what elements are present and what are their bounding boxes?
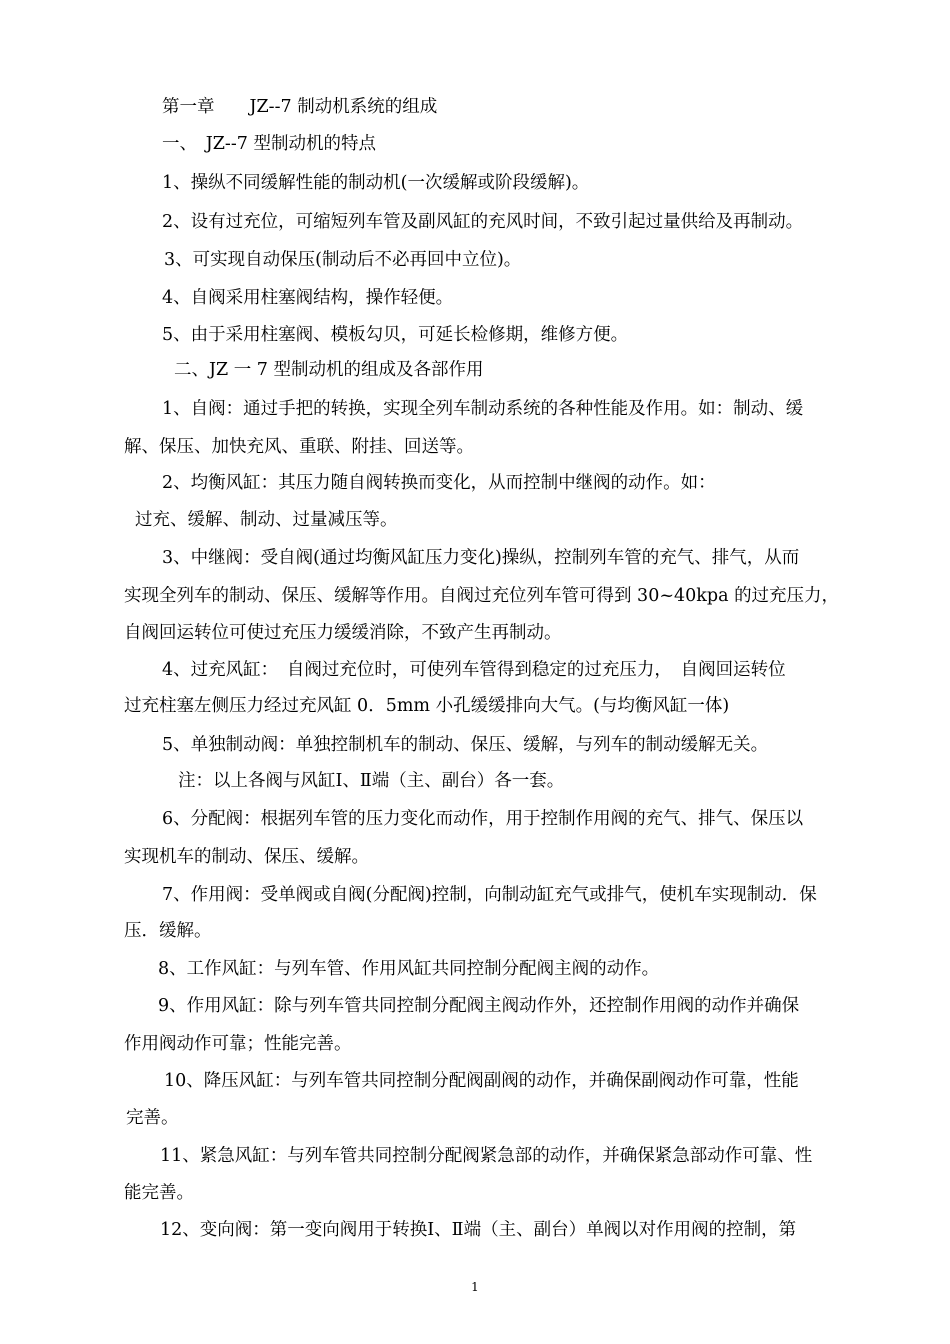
component-4-line-2: 过充柱塞左侧压力经过充风缸 0．5mm 小孔缓缓排向大气。(与均衡风缸一体) xyxy=(124,696,730,716)
component-5: 5、单独制动阀：单独控制机车的制动、保压、缓解，与列车的制动缓解无关。 xyxy=(162,735,769,755)
component-11-line-2: 能完善。 xyxy=(124,1183,194,1203)
component-9-line-2: 作用阀动作可靠；性能完善。 xyxy=(124,1034,352,1054)
component-2-line-1: 2、均衡风缸：其压力随自阀转换而变化，从而控制中继阀的动作。如： xyxy=(162,473,716,493)
feature-4: 4、自阀采用柱塞阀结构，操作轻便。 xyxy=(162,288,454,308)
component-4-line-1: 4、过充风缸： 自阀过充位时，可使列车管得到稳定的过充压力， 自阀回运转位 xyxy=(162,660,786,680)
component-6-line-1: 6、分配阀：根据列车管的压力变化而动作，用于控制作用阀的充气、排气、保压以 xyxy=(162,809,804,829)
component-9-line-1: 9、作用风缸：除与列车管共同控制分配阀主阀动作外，还控制作用阀的动作并确保 xyxy=(158,996,800,1016)
component-12-line-1: 12、变向阀：第一变向阀用于转换Ⅰ、Ⅱ端（主、副台）单阀以对作用阀的控制，第 xyxy=(160,1220,797,1240)
component-10-line-1: 10、降压风缸：与列车管共同控制分配阀副阀的动作，并确保副阀动作可靠，性能 xyxy=(164,1071,799,1091)
component-7-line-2: 压．缓解。 xyxy=(124,921,212,941)
note: 注：以上各阀与风缸Ⅰ、Ⅱ端（主、副台）各一套。 xyxy=(178,771,565,791)
component-1-line-2: 解、保压、加快充风、重联、附挂、回送等。 xyxy=(124,437,474,457)
component-10-line-2: 完善。 xyxy=(126,1108,179,1128)
component-7-line-1: 7、作用阀：受单阀或自阀(分配阀)控制，向制动缸充气或排气，使机车实现制动．保 xyxy=(162,885,817,905)
chapter-title: 第一章 JZ--7 制动机系统的组成 xyxy=(162,97,438,117)
component-2-line-2: 过充、缓解、制动、过量减压等。 xyxy=(135,510,398,530)
component-1-line-1: 1、自阀：通过手把的转换，实现全列车制动系统的各种性能及作用。如：制动、缓 xyxy=(162,399,804,419)
section-heading-features: 一、 JZ--7 型制动机的特点 xyxy=(162,134,376,154)
feature-2: 2、设有过充位，可缩短列车管及副风缸的充风时间，不致引起过量供给及再制动。 xyxy=(162,212,804,232)
component-6-line-2: 实现机车的制动、保压、缓解。 xyxy=(124,847,369,867)
component-3-line-2: 实现全列车的制动、保压、缓解等作用。自阀过充位列车管可得到 30~40kpa 的过充压力， xyxy=(124,586,840,606)
component-3-line-3: 自阀回运转位可使过充压力缓缓消除，不致产生再制动。 xyxy=(124,623,562,643)
component-11-line-1: 11、紧急风缸：与列车管共同控制分配阀紧急部的动作，并确保紧急部动作可靠、性 xyxy=(160,1146,813,1166)
component-8: 8、工作风缸：与列车管、作用风缸共同控制分配阀主阀的动作。 xyxy=(158,959,660,979)
feature-1: 1、操纵不同缓解性能的制动机(一次缓解或阶段缓解)。 xyxy=(162,173,590,193)
feature-5: 5、由于采用柱塞阀、模板勾贝，可延长检修期，维修方便。 xyxy=(162,325,629,345)
feature-3: 3、可实现自动保压(制动后不必再回中立位)。 xyxy=(164,250,522,270)
component-3-line-1: 3、中继阀：受自阀(通过均衡风缸压力变化)操纵，控制列车管的充气、排气，从而 xyxy=(162,548,800,568)
section-heading-components: 二、JZ 一 7 型制动机的组成及各部作用 xyxy=(174,360,484,380)
page-number: 1 xyxy=(471,1280,479,1294)
